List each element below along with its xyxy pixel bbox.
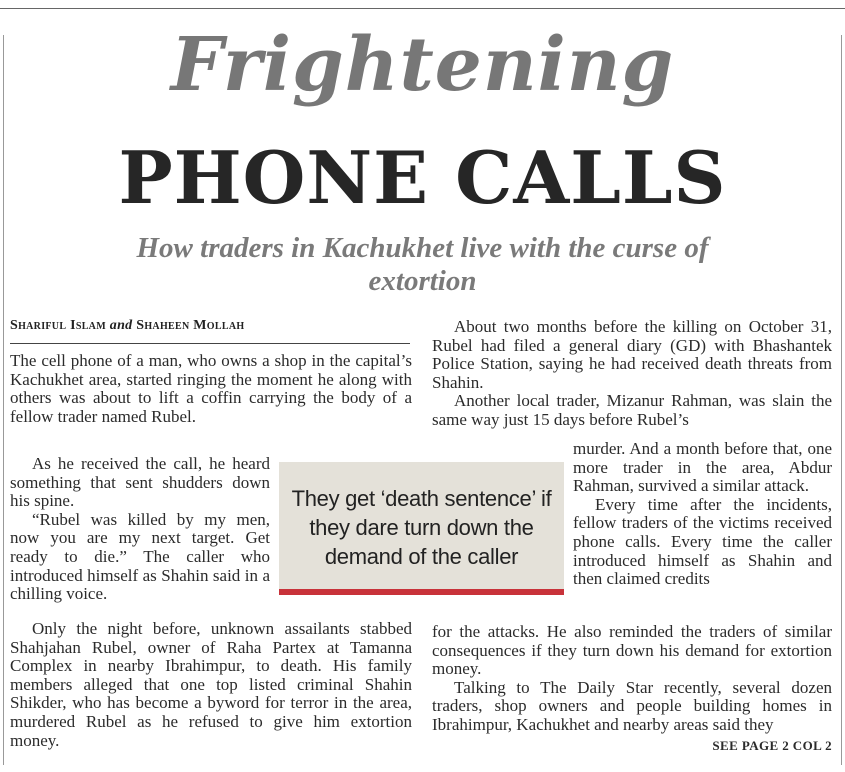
pull-quote-box: [279, 462, 564, 590]
byline-author-2: Shaheen Mollah: [136, 318, 245, 333]
paragraph: As he received the call, he heard something that sent shudders down his spine.: [10, 454, 270, 511]
paragraph: Only the night before, unknown assailants stabbed Shahjahan Rubel, owner of Raha Partex at Tamanna Complex in nearby Ibrahimpur, to death. His family members alleged that one top listed criminal Shahin Shikder, who has become a byword for terror in the area, murdered Rubel as he refused to give him extortion money.: [10, 619, 412, 750]
column-2-bottom: [432, 623, 832, 755]
byline-author-1: Shariful Islam: [10, 318, 106, 333]
paragraph: murder. And a month before that, one more trader in the area, Abdur Rahman, survived a similar attack.: [573, 439, 832, 496]
byline-rule: [10, 343, 410, 344]
jump-line[interactable]: SEE PAGE 2 COL 2: [712, 737, 832, 753]
column-1-top: [10, 352, 412, 426]
paragraph-text: Talking to The Daily Star recently, several dozen traders, shop owners and people building homes in Ibrahimpur, Kachukhet and nearby areas said they: [432, 677, 832, 734]
byline-joiner: and: [109, 318, 133, 333]
top-rule: [0, 8, 845, 9]
deck-subheadline: How traders in Kachukhet live with the curse of extortion: [136, 232, 709, 297]
column-1-bottom: [10, 620, 412, 750]
paragraph: Another local trader, Mizanur Rahman, was slain the same way just 15 days before Rubel’s: [432, 391, 832, 429]
column-2-wrap: [573, 440, 832, 589]
paragraph: “Rubel was killed by my men, now you are my next target. Get ready to die.” The caller who introduced himself as Shahin said in a chilling voice.: [10, 509, 270, 604]
paragraph: Every time after the incidents, fellow traders of the victims received phone calls. Every time the caller introduced himself as Shahin and then claimed credits: [573, 494, 832, 589]
column-1-wrap: [10, 455, 270, 604]
pull-quote-accent-bar: [279, 589, 564, 595]
paragraph: for the attacks. He also reminded the traders of similar consequences if they turn down his demand for extortion money.: [432, 622, 832, 679]
paragraph: [432, 677, 832, 753]
headline-kicker: Frightening: [170, 22, 675, 108]
pull-quote-text: They get ‘death sentence’ if they dare turn down the demand of the caller: [291, 486, 552, 569]
column-2-top: [432, 318, 832, 430]
paragraph: About two months before the killing on October 31, Rubel had filed a general diary (GD) with Bhashantek Police Station, saying he had received death threats from Shahin.: [432, 317, 832, 392]
paragraph: The cell phone of a man, who owns a shop in the capital’s Kachukhet area, started ringing the moment he along with others was about to lift a coffin carrying the body of a fellow trader named Rubel.: [10, 351, 412, 426]
byline: [10, 318, 410, 334]
headline: PHONE CALLS: [118, 135, 727, 220]
